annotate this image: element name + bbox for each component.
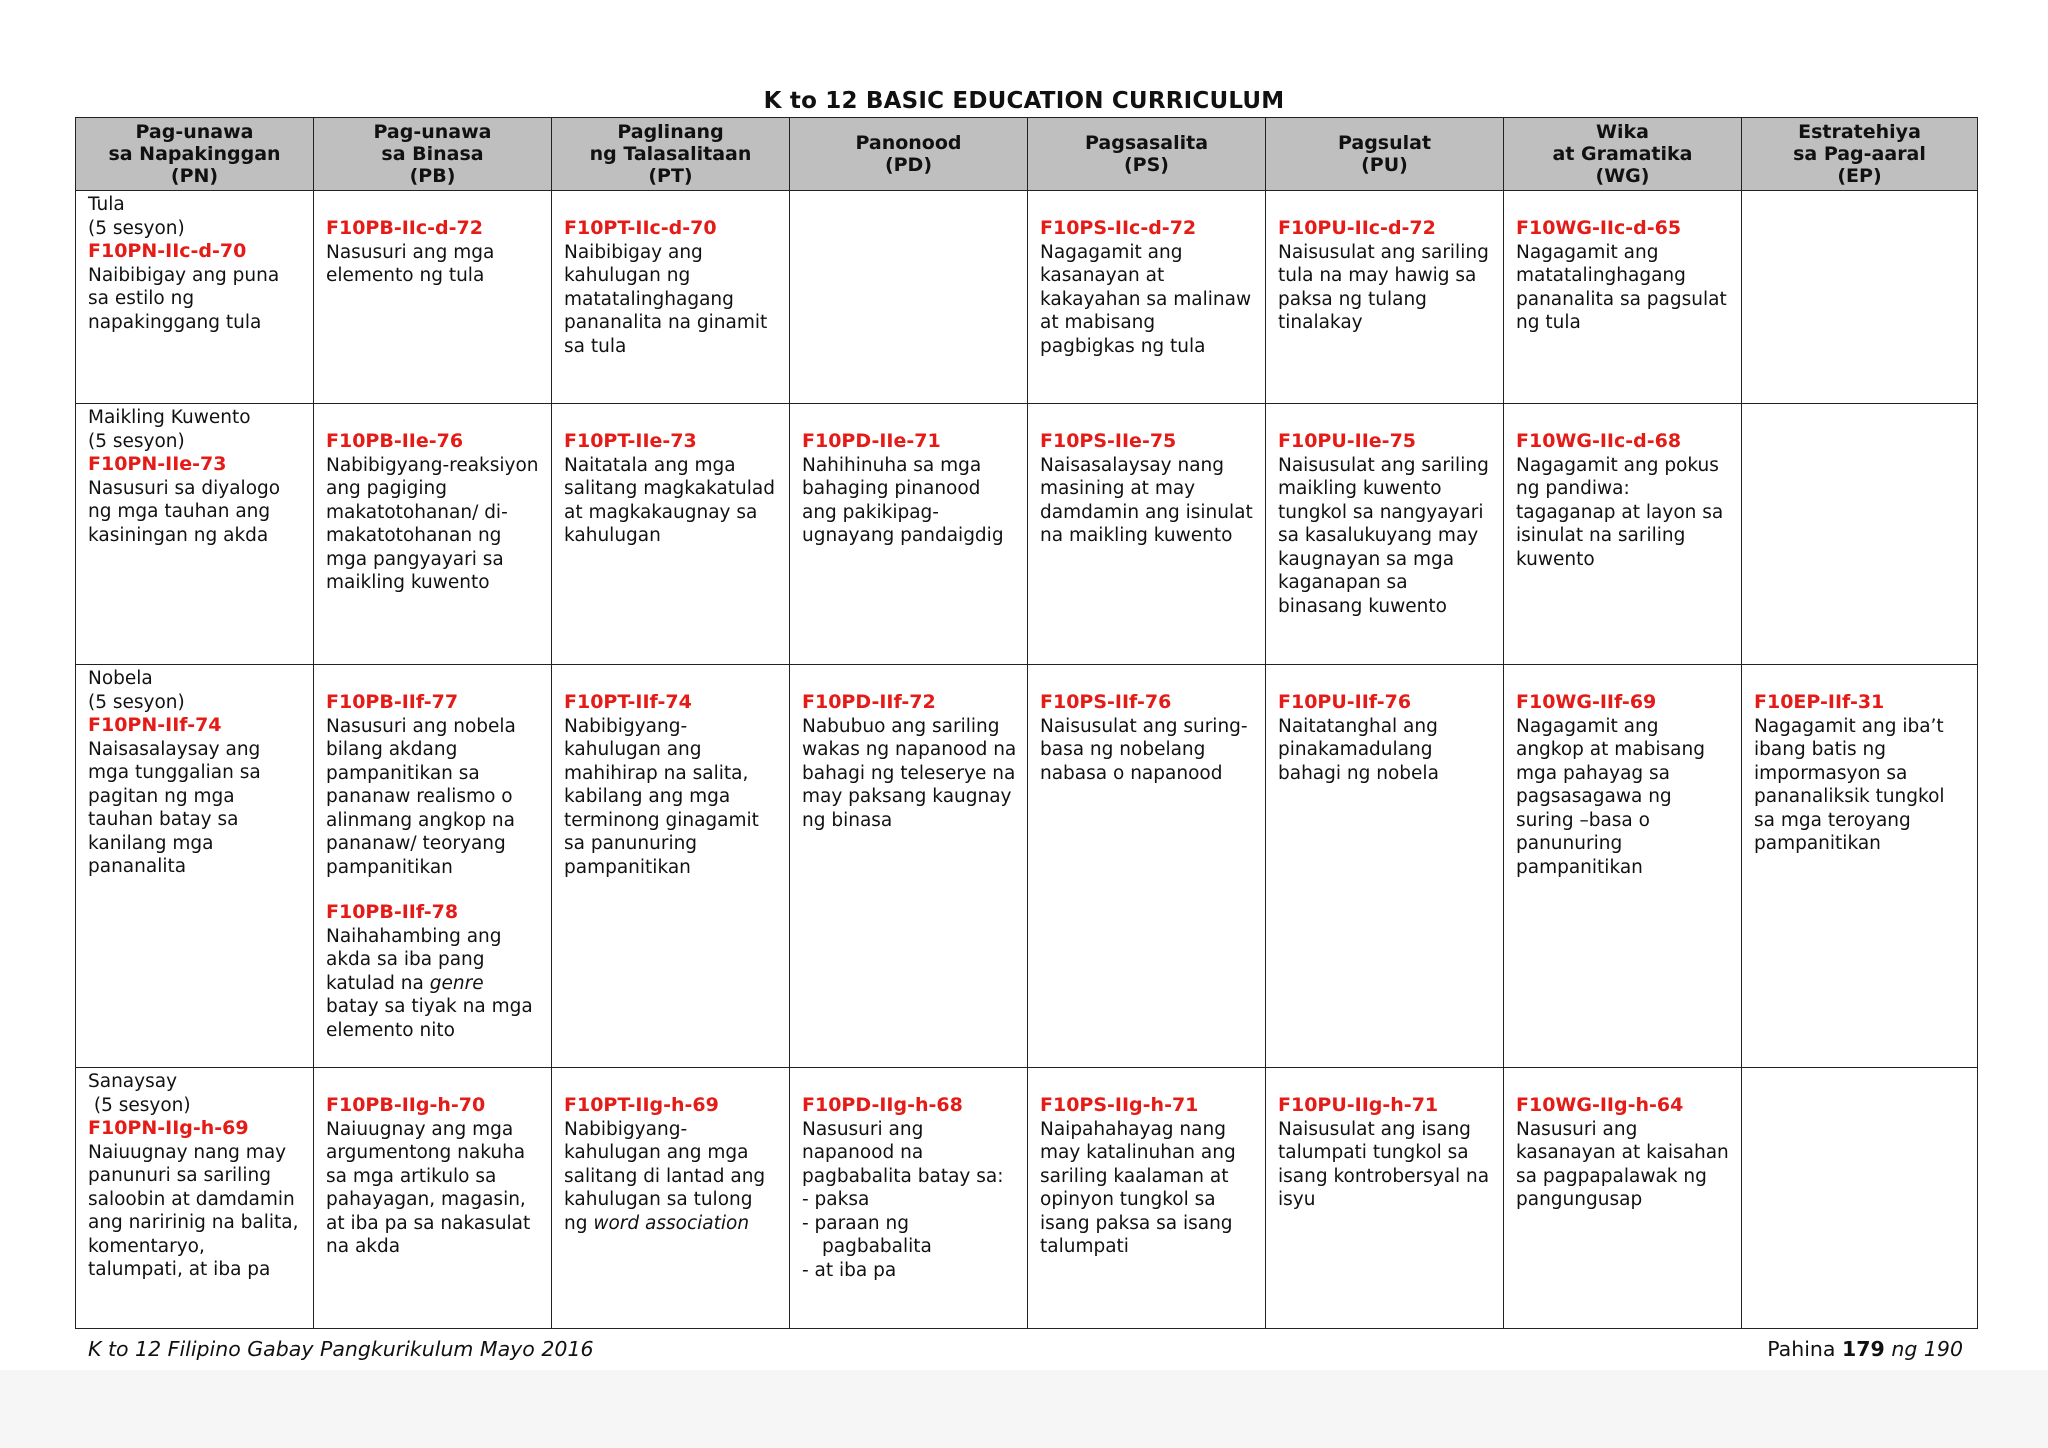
competency-desc: Nagagamit ang pokus ng pandiwa: tagaganap at layon sa isinulat na sariling kuwento — [1516, 454, 1724, 570]
table-row-maikling-kuwento — [76, 404, 1978, 665]
competency-code: F10PT-IIg-h-69 — [564, 1094, 719, 1116]
table-cell — [314, 404, 552, 665]
competency-desc: Naisusulat ang isang talumpati tungkol sa isang kontrobersyal na isyu — [1278, 1118, 1490, 1210]
competency-code: F10PB-IIe-76 — [326, 430, 464, 452]
header-pu: Pagsulat (PU) — [1266, 118, 1504, 191]
table-cell — [790, 404, 1028, 665]
competency-code: F10PN-IIf-74 — [88, 714, 222, 736]
competency-code: F10WG-IIc-d-68 — [1516, 430, 1682, 452]
competency-desc: Naibibigay ang kahulugan ng matatalinghagang pananalita na ginamit sa tula — [564, 241, 768, 357]
header-pd: Panonood (PD) — [790, 118, 1028, 191]
competency-desc: Nasusuri ang nobela bilang akdang pampanitikan sa pananaw realismo o alinmang angkop na pananaw/ teoryang pampanitikan — [326, 715, 516, 878]
table-cell — [552, 191, 790, 404]
bullet-item: - at iba pa — [802, 1259, 897, 1281]
header-wg: Wika at Gramatika (WG) — [1504, 118, 1742, 191]
table-cell — [76, 1068, 314, 1329]
competency-desc: Naitatanghal ang pinakamadulang bahagi ng nobela — [1278, 715, 1439, 784]
competency-desc: Naihahambing ang akda sa iba pang katulad na genre batay sa tiyak na mga elemento nito — [326, 925, 533, 1041]
competency-desc: Naiuugnay nang may panunuri sa sariling saloobin at damdamin ang naririnig na balita, komentaryo, talumpati, at iba pa — [88, 1141, 299, 1280]
table-row-tula — [76, 191, 1978, 404]
sessions-label: (5 sesyon) — [88, 217, 185, 239]
competency-code: F10PS-IIc-d-72 — [1040, 217, 1197, 239]
competency-code: F10PD-IIe-71 — [802, 430, 941, 452]
competency-code: F10PN-IIg-h-69 — [88, 1117, 249, 1139]
bullet-item: - paksa — [802, 1189, 870, 1210]
competency-desc: Nabubuo ang sariling wakas ng napanood na bahagi ng teleserye na may paksang kaugnay ng binasa — [802, 715, 1017, 831]
page-bottom-band — [0, 1370, 2048, 1448]
header-pn: Pag-unawa sa Napakinggan (PN) — [76, 118, 314, 191]
competency-desc: Nasusuri ang napanood na pagbabalita batay sa: — [802, 1118, 1004, 1187]
competency-code: F10PU-IIe-75 — [1278, 430, 1417, 452]
header-row — [76, 118, 1978, 191]
competency-desc: Nahihinuha sa mga bahaging pinanood ang pakikipag-ugnayang pandaigdig — [802, 454, 1004, 546]
competency-desc: Nabibigyang-kahulugan ang mga salitang di lantad ang kahulugan sa tulong ng word association — [564, 1118, 766, 1234]
competency-desc: Naipahahayag nang may katalinuhan ang sariling kaalaman at opinyon tungkol sa isang paksa sa isang talumpati — [1040, 1118, 1236, 1257]
competency-code: F10PS-IIf-76 — [1040, 691, 1172, 713]
table-cell-empty — [790, 191, 1028, 404]
table-cell — [1266, 404, 1504, 665]
competency-desc: Nabibigyang- kahulugan ang mahihirap na salita, kabilang ang mga terminong ginagamit sa panunuring pampanitikan — [564, 715, 759, 878]
table-cell — [1028, 404, 1266, 665]
competency-desc: Nagagamit ang angkop at mabisang mga pahayag sa pagsasagawa ng suring –basa o panunuring pampanitikan — [1516, 715, 1705, 878]
competency-code: F10EP-IIf-31 — [1754, 691, 1885, 713]
competency-desc: Nasusuri ang mga elemento ng tula — [326, 241, 495, 286]
competency-code: F10WG-IIc-d-65 — [1516, 217, 1682, 239]
sessions-label: (5 sesyon) — [88, 430, 185, 452]
table-cell — [552, 1068, 790, 1329]
competency-code: F10WG-IIf-69 — [1516, 691, 1657, 713]
topic-label: Sanaysay — [88, 1071, 178, 1092]
competency-desc: Naibibigay ang puna sa estilo ng napakinggang tula — [88, 264, 280, 333]
header-pt: Paglinang ng Talasalitaan (PT) — [552, 118, 790, 191]
table-cell — [1504, 665, 1742, 1068]
competency-code: F10PB-IIc-d-72 — [326, 217, 483, 239]
table-row-sanaysay — [76, 1068, 1978, 1329]
competency-code: F10PT-IIc-d-70 — [564, 217, 717, 239]
bullet-item: - paraan ng pagbabalita — [802, 1212, 932, 1257]
competency-desc: Nasusuri ang kasanayan at kaisahan sa pagpapalawak ng pangungusap — [1516, 1118, 1729, 1210]
table-cell — [1504, 1068, 1742, 1329]
table-cell-empty — [1742, 1068, 1978, 1329]
table-cell — [1742, 665, 1978, 1068]
table-cell — [314, 1068, 552, 1329]
competency-desc: Naisasalaysay nang masining at may damdamin ang isinulat na maikling kuwento — [1040, 454, 1253, 546]
competency-code: F10PU-IIf-76 — [1278, 691, 1412, 713]
competency-code: F10PT-IIe-73 — [564, 430, 697, 452]
table-cell — [552, 404, 790, 665]
header-pb: Pag-unawa sa Binasa (PB) — [314, 118, 552, 191]
competency-code: F10PU-IIc-d-72 — [1278, 217, 1436, 239]
footer-page-number: Pahina 179 ng 190 — [1767, 1337, 1963, 1361]
table-cell-empty — [1742, 191, 1978, 404]
topic-label: Nobela — [88, 668, 153, 689]
competency-code: F10PB-IIf-78 — [326, 901, 459, 923]
table-cell — [76, 665, 314, 1068]
table-cell — [1266, 191, 1504, 404]
competency-code: F10PN-IIe-73 — [88, 453, 227, 475]
table-cell — [76, 191, 314, 404]
competency-desc: Naitatala ang mga salitang magkakatulad at magkakaugnay sa kahulugan — [564, 454, 775, 546]
header-ep: Estratehiya sa Pag-aaral (EP) — [1742, 118, 1978, 191]
table-cell — [552, 665, 790, 1068]
table-row-nobela — [76, 665, 1978, 1068]
table-cell — [1266, 1068, 1504, 1329]
topic-label: Maikling Kuwento — [88, 407, 251, 428]
competency-code: F10PT-IIf-74 — [564, 691, 692, 713]
table-cell — [1028, 665, 1266, 1068]
competency-desc: Naisusulat ang suring-basa ng nobelang nabasa o napanood — [1040, 715, 1248, 784]
competency-code: F10PN-IIc-d-70 — [88, 240, 247, 262]
table-cell-empty — [1742, 404, 1978, 665]
competency-code: F10PS-IIe-75 — [1040, 430, 1177, 452]
competency-desc: Nagagamit ang matatalinghagang pananalita sa pagsulat ng tula — [1516, 241, 1727, 333]
competency-desc: Naisusulat ang sariling tula na may hawig sa paksa ng tulang tinalakay — [1278, 241, 1489, 333]
table-cell — [790, 1068, 1028, 1329]
competency-code: F10PD-IIg-h-68 — [802, 1094, 963, 1116]
topic-label: Tula — [88, 194, 125, 215]
competency-desc: Nagagamit ang kasanayan at kakayahan sa malinaw at mabisang pagbigkas ng tula — [1040, 241, 1252, 357]
competency-desc: Nagagamit ang iba’t ibang batis ng impormasyon sa pananaliksik tungkol sa mga teroyang pampanitikan — [1754, 715, 1945, 854]
curriculum-table — [75, 117, 1978, 1329]
table-cell — [314, 665, 552, 1068]
table-cell — [1504, 404, 1742, 665]
competency-desc: Nabibigyang-reaksiyon ang pagiging makatotohanan/ di-makatotohanan ng mga pangyayari sa maikling kuwento — [326, 454, 539, 593]
table-cell — [790, 665, 1028, 1068]
sessions-label: (5 sesyon) — [88, 691, 185, 713]
table-cell — [1504, 191, 1742, 404]
table-cell — [1028, 1068, 1266, 1329]
competency-desc: Naiuugnay ang mga argumentong nakuha sa mga artikulo sa pahayagan, magasin, at iba pa sa nakasulat na akda — [326, 1118, 531, 1257]
competency-code: F10PB-IIg-h-70 — [326, 1094, 486, 1116]
table-cell — [314, 191, 552, 404]
competency-desc: Naisasalaysay ang mga tunggalian sa pagitan ng mga tauhan batay sa kanilang mga pananalita — [88, 738, 261, 877]
table-cell — [1266, 665, 1504, 1068]
competency-code: F10PB-IIf-77 — [326, 691, 459, 713]
table-cell — [1028, 191, 1266, 404]
table-cell — [76, 404, 314, 665]
document-title: K to 12 BASIC EDUCATION CURRICULUM — [763, 88, 1285, 114]
competency-code: F10WG-IIg-h-64 — [1516, 1094, 1684, 1116]
sessions-label: (5 sesyon) — [88, 1094, 191, 1116]
competency-desc: Nasusuri sa diyalogo ng mga tauhan ang kasiningan ng akda — [88, 477, 281, 546]
competency-desc: Naisusulat ang sariling maikling kuwento tungkol sa nangyayari sa kasalukuyang may kaugnayan sa mga kaganapan sa binasang kuwento — [1278, 454, 1489, 617]
competency-code: F10PU-IIg-h-71 — [1278, 1094, 1439, 1116]
competency-code: F10PD-IIf-72 — [802, 691, 936, 713]
competency-code: F10PS-IIg-h-71 — [1040, 1094, 1199, 1116]
header-ps: Pagsasalita (PS) — [1028, 118, 1266, 191]
footer-document-name: K to 12 Filipino Gabay Pangkurikulum Mayo 2016 — [88, 1337, 594, 1361]
